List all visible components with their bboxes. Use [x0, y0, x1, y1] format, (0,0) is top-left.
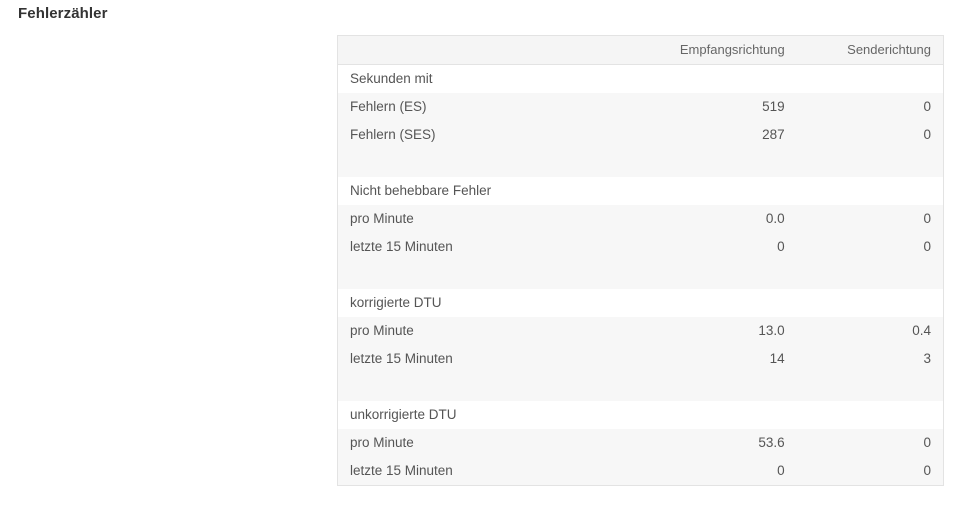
cell-receive-direction: 0.0 — [637, 205, 797, 233]
cell-receive-direction: 519 — [637, 93, 797, 121]
cell-send-direction — [797, 149, 944, 177]
cell-receive-direction — [637, 149, 797, 177]
column-header-send-direction: Senderichtung — [797, 36, 944, 65]
table-spacer-row — [338, 149, 944, 177]
table-group-row — [338, 65, 944, 94]
table-header-row — [338, 36, 944, 65]
cell-send-direction: 0 — [797, 93, 944, 121]
table-row — [338, 121, 944, 149]
cell-send-direction — [797, 65, 944, 94]
page-title: Fehlerzähler — [18, 5, 108, 22]
table-spacer-row — [338, 261, 944, 289]
cell-category: letzte 15 Minuten — [338, 233, 637, 261]
table-spacer-row — [338, 373, 944, 401]
table-row — [338, 429, 944, 457]
cell-receive-direction — [637, 65, 797, 94]
error-counter-table — [337, 35, 944, 486]
cell-category: Nicht behebbare Fehler — [338, 177, 637, 205]
cell-receive-direction — [637, 177, 797, 205]
cell-send-direction: 0 — [797, 205, 944, 233]
table-group-row — [338, 401, 944, 429]
cell-category: korrigierte DTU — [338, 289, 637, 317]
cell-receive-direction — [637, 289, 797, 317]
cell-category: Fehlern (SES) — [338, 121, 637, 149]
table-row — [338, 317, 944, 345]
cell-receive-direction: 0 — [637, 233, 797, 261]
cell-category: letzte 15 Minuten — [338, 345, 637, 373]
table-row — [338, 93, 944, 121]
cell-category — [338, 149, 637, 177]
cell-send-direction — [797, 401, 944, 429]
cell-category: Sekunden mit — [338, 65, 637, 94]
cell-receive-direction — [637, 261, 797, 289]
cell-category: pro Minute — [338, 429, 637, 457]
column-header-category — [338, 36, 637, 65]
table-row — [338, 233, 944, 261]
cell-category: pro Minute — [338, 205, 637, 233]
cell-send-direction: 0 — [797, 121, 944, 149]
cell-receive-direction — [637, 373, 797, 401]
cell-receive-direction: 53.6 — [637, 429, 797, 457]
cell-category: unkorrigierte DTU — [338, 401, 637, 429]
cell-send-direction: 0 — [797, 457, 944, 486]
cell-send-direction: 3 — [797, 345, 944, 373]
cell-category: Fehlern (ES) — [338, 93, 637, 121]
cell-send-direction — [797, 373, 944, 401]
cell-send-direction — [797, 261, 944, 289]
table-body — [338, 65, 944, 486]
cell-send-direction: 0 — [797, 429, 944, 457]
cell-send-direction — [797, 177, 944, 205]
cell-receive-direction: 13.0 — [637, 317, 797, 345]
cell-send-direction — [797, 289, 944, 317]
table-row — [338, 457, 944, 486]
cell-category — [338, 373, 637, 401]
cell-category — [338, 261, 637, 289]
table-group-row — [338, 289, 944, 317]
table-header — [338, 36, 944, 65]
cell-category: pro Minute — [338, 317, 637, 345]
cell-receive-direction: 0 — [637, 457, 797, 486]
cell-receive-direction: 14 — [637, 345, 797, 373]
cell-category: letzte 15 Minuten — [338, 457, 637, 486]
table-row — [338, 345, 944, 373]
column-header-receive-direction: Empfangsrichtung — [637, 36, 797, 65]
error-counter-table-container — [337, 35, 944, 486]
cell-receive-direction — [637, 401, 797, 429]
cell-send-direction: 0 — [797, 233, 944, 261]
table-group-row — [338, 177, 944, 205]
table-row — [338, 205, 944, 233]
cell-receive-direction: 287 — [637, 121, 797, 149]
cell-send-direction: 0.4 — [797, 317, 944, 345]
